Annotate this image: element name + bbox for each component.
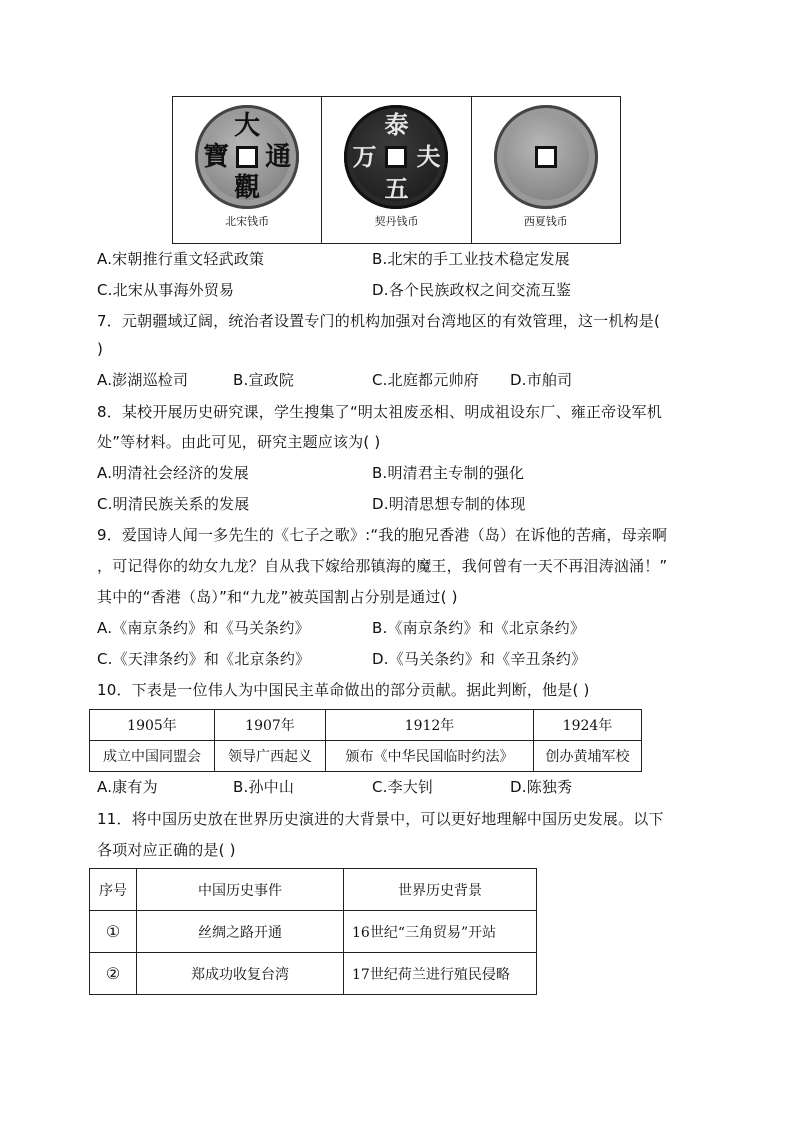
coin-caption: 北宋钱币 — [225, 215, 270, 228]
table-header: 世界历史背景 — [344, 869, 537, 911]
table-header-row — [90, 869, 537, 911]
table-cell: 1912年 — [326, 710, 534, 741]
q7-stem-cont: ) — [97, 340, 104, 358]
q8-stem: 8．某校开展历史研究课，学生搜集了“明太祖废丞相、明成祖设东厂、雍正帝设军机 — [97, 403, 662, 421]
q10-stem: 10．下表是一位伟人为中国民主革命做出的部分贡献。据此判断，他是( ) — [97, 681, 590, 699]
q11-table — [89, 868, 537, 995]
q11-stem-cont: 各项对应正确的是( ) — [97, 841, 236, 859]
table-cell: 颁布《中华民国临时约法》 — [326, 741, 534, 772]
q8-option-b[interactable]: B.明清君主专制的强化 — [372, 464, 525, 482]
q8-option-d[interactable]: D.明清思想专制的体现 — [372, 495, 526, 513]
western-xia-coin-image — [494, 105, 598, 209]
table-cell: 1907年 — [215, 710, 326, 741]
table-cell: 17世纪荷兰进行殖民侵略 — [344, 953, 537, 995]
table-row — [90, 953, 537, 995]
q10-option-a[interactable]: A.康有为 — [97, 778, 158, 796]
table-cell: 丝绸之路开通 — [137, 911, 344, 953]
coin-cell-northern-song — [173, 97, 322, 243]
q7-stem: 7．元朝疆域辽阔，统治者设置专门的机构加强对台湾地区的有效管理，这一机构是( — [97, 312, 660, 330]
q6-option-a[interactable]: A.宋朝推行重文轻武政策 — [97, 250, 265, 268]
q10-option-b[interactable]: B.孙中山 — [233, 778, 295, 796]
table-header: 序号 — [90, 869, 137, 911]
table-cell: 1924年 — [534, 710, 642, 741]
q9-option-a[interactable]: A.《南京条约》和《马关条约》 — [97, 619, 310, 637]
q9-option-c[interactable]: C.《天津条约》和《北京条约》 — [97, 650, 311, 668]
table-cell: 创办黄埔军校 — [534, 741, 642, 772]
table-header: 中国历史事件 — [137, 869, 344, 911]
table-row — [90, 710, 642, 741]
northern-song-coin-image: 大 通 觀 寶 — [195, 105, 299, 209]
q9-option-d[interactable]: D.《马关条约》和《辛丑条约》 — [372, 650, 587, 668]
coin-figure — [172, 96, 621, 244]
table-cell: 郑成功收复台湾 — [137, 953, 344, 995]
q9-stem-cont-2: 其中的“香港（岛）”和“九龙”被英国割占分别是通过( ) — [97, 588, 458, 606]
q9-stem: 9．爱国诗人闻一多先生的《七子之歌》:“我的胞兄香港（岛）在诉他的苦痛，母亲啊 — [97, 526, 668, 544]
table-cell: ② — [90, 953, 137, 995]
q7-option-c[interactable]: C.北庭都元帅府 — [372, 371, 479, 389]
q6-option-b[interactable]: B.北宋的手工业技术稳定发展 — [372, 250, 570, 268]
table-cell: 16世纪“三角贸易”开站 — [344, 911, 537, 953]
coin-caption: 契丹钱币 — [374, 215, 419, 228]
q9-stem-cont: ，可记得你的幼女九龙？自从我下嫁给那镇海的魔王，我何曾有一天不再泪涛汹涌！” — [97, 557, 668, 575]
q10-option-c[interactable]: C.李大钊 — [372, 778, 434, 796]
q7-option-a[interactable]: A.澎湖巡检司 — [97, 371, 189, 389]
q6-option-d[interactable]: D.各个民族政权之间交流互鉴 — [372, 281, 572, 299]
q10-option-d[interactable]: D.陈独秀 — [510, 778, 573, 796]
coin-cell-khitan — [322, 97, 471, 243]
table-cell: ① — [90, 911, 137, 953]
q8-option-a[interactable]: A.明清社会经济的发展 — [97, 464, 249, 482]
q6-option-c[interactable]: C.北宋从事海外贸易 — [97, 281, 235, 299]
q8-stem-cont: 处”等材料。由此可见，研究主题应该为( ) — [97, 433, 381, 451]
q11-stem: 11．将中国历史放在世界历史演进的大背景中，可以更好地理解中国历史发展。以下 — [97, 810, 664, 828]
coin-caption: 西夏钱币 — [523, 215, 568, 228]
khitan-coin-image: 泰 夫 五 万 — [344, 105, 448, 209]
q7-option-b[interactable]: B.宣政院 — [233, 371, 295, 389]
coin-cell-western-xia — [472, 97, 620, 243]
table-cell: 1905年 — [90, 710, 215, 741]
q9-option-b[interactable]: B.《南京条约》和《北京条约》 — [372, 619, 586, 637]
table-cell: 成立中国同盟会 — [90, 741, 215, 772]
q10-table — [89, 709, 642, 772]
table-cell: 领导广西起义 — [215, 741, 326, 772]
table-row — [90, 911, 537, 953]
q7-option-d[interactable]: D.市舶司 — [510, 371, 573, 389]
q8-option-c[interactable]: C.明清民族关系的发展 — [97, 495, 250, 513]
table-row — [90, 741, 642, 772]
